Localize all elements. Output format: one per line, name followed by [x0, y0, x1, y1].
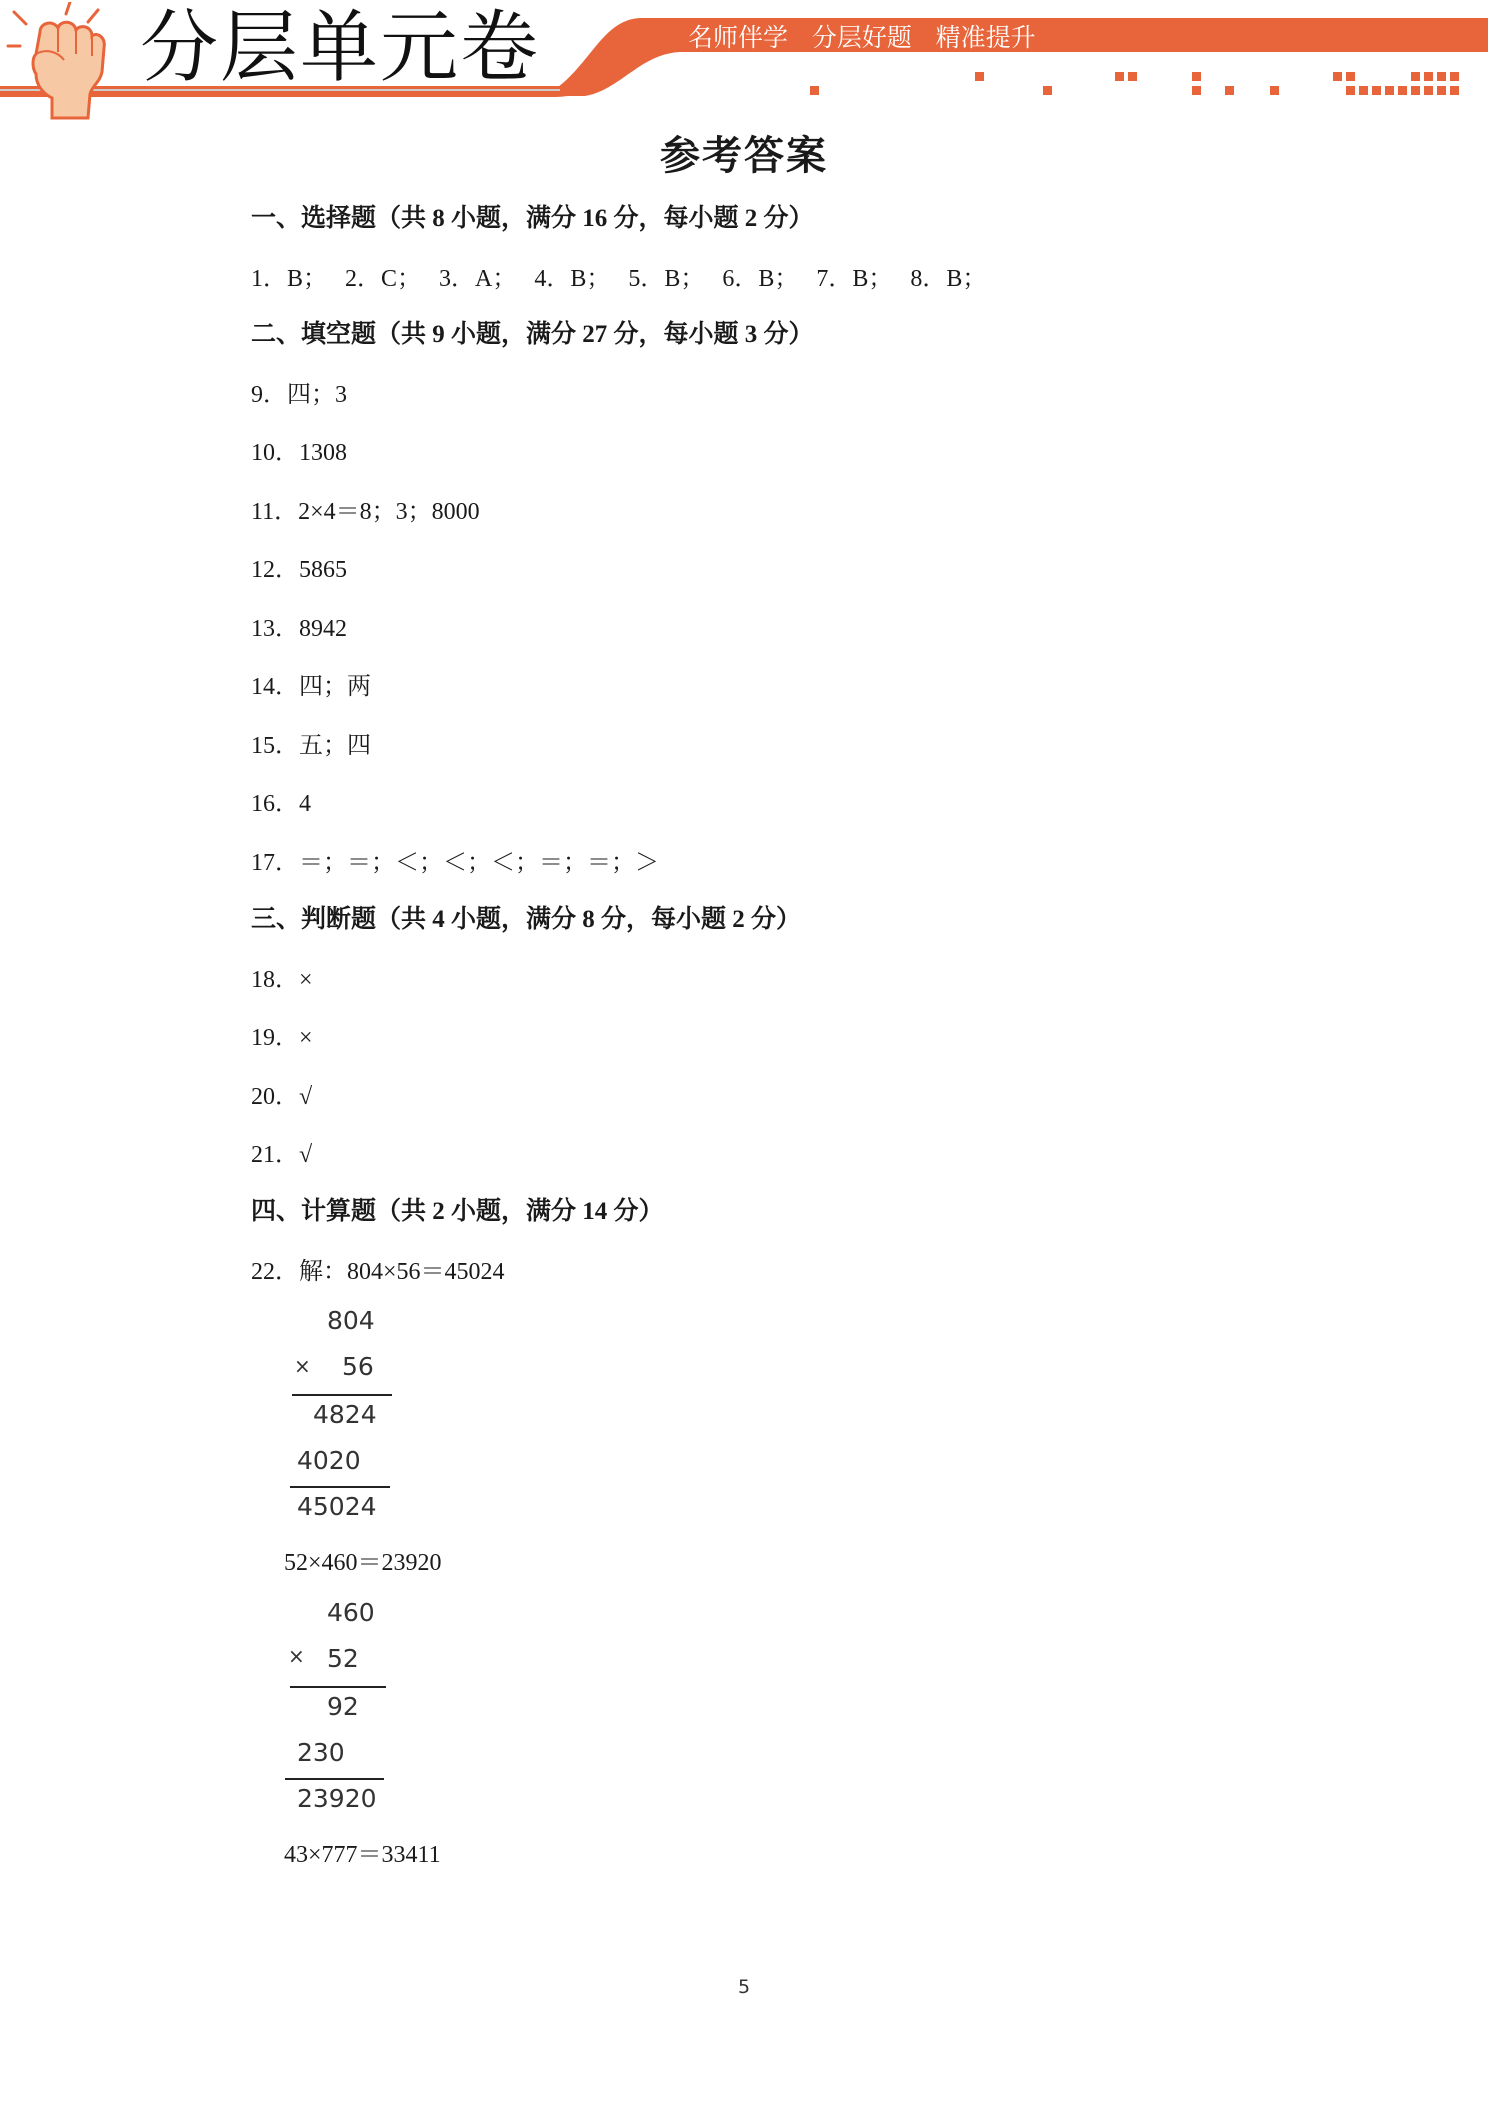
header-slogan: 名师伴学 分层好题 精准提升: [688, 23, 1036, 52]
equation-43x777: 43×777＝33411: [284, 1842, 441, 1868]
answer-line-17: 17．＝；＝；＜；＜；＜；＝；＝；＞: [251, 850, 659, 876]
answer-line-22: 22．解：804×56＝45024: [251, 1259, 505, 1285]
calc1-multiplier: 56: [342, 1352, 374, 1381]
calc2-top: 460: [327, 1598, 375, 1627]
calc2-rule-1: [290, 1686, 386, 1688]
answer-line-1-8: 1．B； 2．C； 3．A； 4．B； 5．B； 6．B； 7．B； 8．B；: [251, 266, 987, 292]
calc2-result: 23920: [297, 1784, 377, 1813]
answer-line-14: 14．四；两: [251, 674, 371, 700]
equation-52x460: 52×460＝23920: [284, 1550, 442, 1576]
header-banner: [0, 0, 1488, 130]
calc2-multiplier: 52: [327, 1644, 359, 1673]
calc2-times-sign: ×: [288, 1644, 305, 1668]
answer-line-19: 19．×: [251, 1025, 313, 1051]
fist-hand-icon: [6, 2, 126, 120]
page-number: 5: [737, 1976, 751, 1998]
answer-line-11: 11．2×4＝8；3；8000: [251, 499, 480, 525]
brand-title: 分层单元卷: [140, 3, 541, 93]
answer-line-16: 16．4: [251, 791, 311, 817]
calc2-rule-2: [285, 1778, 384, 1780]
answer-line-15: 15．五；四: [251, 733, 371, 759]
page-title: 参考答案: [660, 133, 828, 178]
calc2-partial-1: 92: [327, 1692, 359, 1721]
calc1-partial-2: 4020: [297, 1446, 361, 1475]
section-heading-fill: 二、填空题（共 9 小题，满分 27 分，每小题 3 分）: [251, 321, 814, 348]
calc1-top: 804: [327, 1306, 375, 1335]
answer-line-9: 9．四；3: [251, 382, 347, 408]
answer-line-20: 20．√: [251, 1084, 313, 1110]
section-heading-choice: 一、选择题（共 8 小题，满分 16 分，每小题 2 分）: [251, 205, 814, 232]
answer-line-21: 21．√: [251, 1142, 313, 1168]
decorative-squares: [810, 72, 1459, 95]
section-heading-judge: 三、判断题（共 4 小题，满分 8 分，每小题 2 分）: [251, 906, 802, 933]
answer-line-13: 13．8942: [251, 616, 347, 642]
calc1-result: 45024: [297, 1492, 377, 1521]
section-heading-calc: 四、计算题（共 2 小题，满分 14 分）: [251, 1198, 664, 1225]
calc1-times-sign: ×: [294, 1354, 311, 1378]
answer-line-10: 10．1308: [251, 440, 347, 466]
calc1-rule-1: [292, 1394, 392, 1396]
calc2-partial-2: 230: [297, 1738, 345, 1767]
calc1-partial-1: 4824: [313, 1400, 377, 1429]
answer-line-18: 18．×: [251, 967, 313, 993]
answer-line-12: 12．5865: [251, 557, 347, 583]
calc1-rule-2: [290, 1486, 390, 1488]
